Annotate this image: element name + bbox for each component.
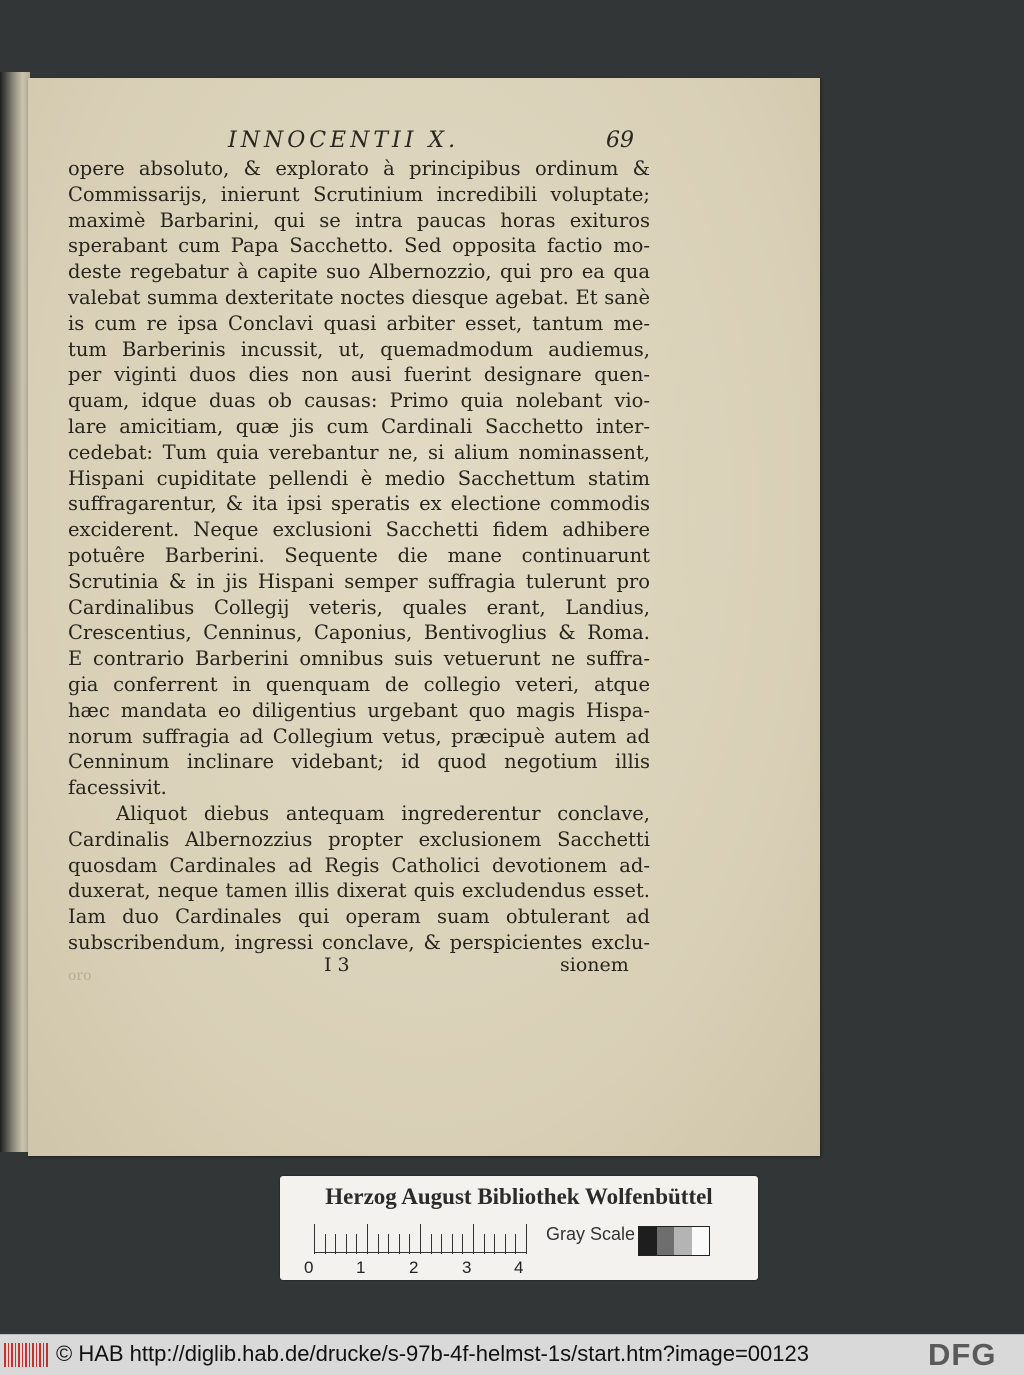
text-line: Cardinalis Albernozzius propter exclusionem Sacchetti xyxy=(68,827,650,851)
ruler-tick xyxy=(367,1224,368,1254)
ruler-tick xyxy=(526,1224,527,1254)
text-line: deste regebatur à capite suo Albernozzio, qui pro ea qua xyxy=(68,260,650,284)
signature-mark: I 3 xyxy=(324,954,350,976)
ruler-tick xyxy=(356,1234,357,1254)
page-footer xyxy=(28,954,820,984)
text-line: Aliquot diebus antequam ingrederentur conclave, xyxy=(116,801,650,825)
gray-swatch xyxy=(639,1227,657,1255)
text-line: is cum re ipsa Conclavi quasi arbiter esset, tantum me- xyxy=(68,311,650,335)
ruler-tick xyxy=(494,1234,495,1254)
ruler-tick xyxy=(388,1234,389,1254)
text-line: potuêre Barberini. Sequente die mane continuarunt xyxy=(68,543,650,567)
text-line: Scrutinia & in jis Hispani semper suffragia tulerunt pro xyxy=(68,569,650,593)
ruler-tick xyxy=(420,1224,421,1254)
text-line: facessivit. xyxy=(68,776,167,800)
gray-swatch xyxy=(674,1227,692,1255)
dfg-logo: DFG xyxy=(928,1337,997,1372)
library-barcode-icon xyxy=(4,1343,48,1367)
ruler-tick xyxy=(441,1234,442,1254)
ruler-labels xyxy=(302,1258,562,1278)
book-page xyxy=(28,78,820,1156)
ruler-label: 3 xyxy=(462,1258,472,1277)
ruler-tick xyxy=(325,1234,326,1254)
text-line: quam, idque duas ob causas: Primo quia nolebant vio- xyxy=(68,389,650,413)
previous-page-edge xyxy=(0,72,30,1152)
body-text xyxy=(68,156,650,956)
ruler-tick xyxy=(431,1234,432,1254)
text-line: Commissarijs, inierunt Scrutinium incredibili voluptate; xyxy=(68,182,650,206)
ruler-tick xyxy=(462,1234,463,1254)
text-line: cedebat: Tum quia verebantur ne, si alium nominassent, xyxy=(68,440,650,464)
ruler-tick xyxy=(335,1234,336,1254)
ruler-label: 2 xyxy=(409,1258,419,1277)
scale-ruler xyxy=(314,1220,526,1254)
ruler-tick xyxy=(378,1234,379,1254)
text-line: tum Barberinis incussit, ut, quemadmodum audiemus, xyxy=(68,337,650,361)
text-line: Iam duo Cardinales qui operam suam obtulerant ad xyxy=(68,905,650,929)
text-line: subscribendum, ingressi conclave, & perspicientes exclu- xyxy=(68,930,650,954)
text-line: valebat summa dexteritate noctes diesque agebat. Et sanè xyxy=(68,285,650,309)
ruler-tick xyxy=(515,1234,516,1254)
text-line: lare amicitiam, quæ jis cum Cardinali Sacchetto inter- xyxy=(68,414,650,438)
text-line: sperabant cum Papa Sacchetto. Sed opposita factio mo- xyxy=(68,234,650,258)
ruler-label: 4 xyxy=(514,1258,524,1277)
text-line: maximè Barbarini, qui se intra paucas horas exituros xyxy=(68,208,650,232)
show-through-text: oro xyxy=(68,968,92,984)
text-line: per viginti duos dies non ausi fuerint designare quen- xyxy=(68,363,650,387)
gray-swatch xyxy=(692,1227,710,1255)
ruler-tick xyxy=(484,1234,485,1254)
gray-swatch xyxy=(657,1227,675,1255)
text-line: Hispani cupiditate pellendi è medio Sacchettum statim xyxy=(68,466,650,490)
text-line: gia conferrent in quenquam de collegio veteri, atque xyxy=(68,672,650,696)
text-line: duxerat, neque tamen illis dixerat quis excludendus esset. xyxy=(68,879,650,903)
ruler-label: 0 xyxy=(304,1258,314,1277)
ruler-tick xyxy=(346,1234,347,1254)
text-line: hæc mandata eo diligentius urgebant quo magis Hispa- xyxy=(68,698,650,722)
library-name: Herzog August Bibliothek Wolfenbüttel xyxy=(325,1184,713,1209)
ruler-tick xyxy=(314,1224,315,1254)
text-line: suffragarentur, & ita ipsi speratis ex electione commodis xyxy=(68,492,650,516)
color-calibration-card xyxy=(280,1176,758,1280)
ruler-tick xyxy=(452,1234,453,1254)
ruler-tick xyxy=(505,1234,506,1254)
running-head-title: INNOCENTII X. xyxy=(228,128,460,153)
gray-scale-label: Gray Scale xyxy=(546,1224,636,1244)
viewer-footer xyxy=(0,1334,1024,1375)
ruler-tick xyxy=(473,1224,474,1254)
source-credit-link[interactable]: © HAB http://diglib.hab.de/drucke/s-97b-4f-helmst-1s/start.htm?image=00123 xyxy=(56,1341,809,1366)
text-line: Crescentius, Cenninus, Caponius, Bentivoglius & Roma. xyxy=(68,621,650,645)
text-line: quosdam Cardinales ad Regis Catholici devotionem ad- xyxy=(68,853,650,877)
page-number: 69 xyxy=(606,128,634,153)
catchword: sionem xyxy=(560,954,629,976)
text-line: Cardinalibus Collegij veteris, quales erant, Landius, xyxy=(68,595,650,619)
ruler-tick xyxy=(399,1234,400,1254)
text-line: norum suffragia ad Collegium vetus, præcipuè autem ad xyxy=(68,724,650,748)
ruler-label: 1 xyxy=(356,1258,366,1277)
gray-scale-swatches xyxy=(638,1226,710,1256)
text-line: E contrario Barberini omnibus suis vetuerunt ne suffra- xyxy=(68,647,650,671)
text-line: Cenninum inclinare videbant; id quod negotium illis xyxy=(68,750,650,774)
text-line: exciderent. Neque exclusioni Sacchetti fidem adhibere xyxy=(68,518,650,542)
text-line: opere absoluto, & explorato à principibus ordinum & xyxy=(68,157,650,180)
ruler-tick xyxy=(409,1234,410,1254)
